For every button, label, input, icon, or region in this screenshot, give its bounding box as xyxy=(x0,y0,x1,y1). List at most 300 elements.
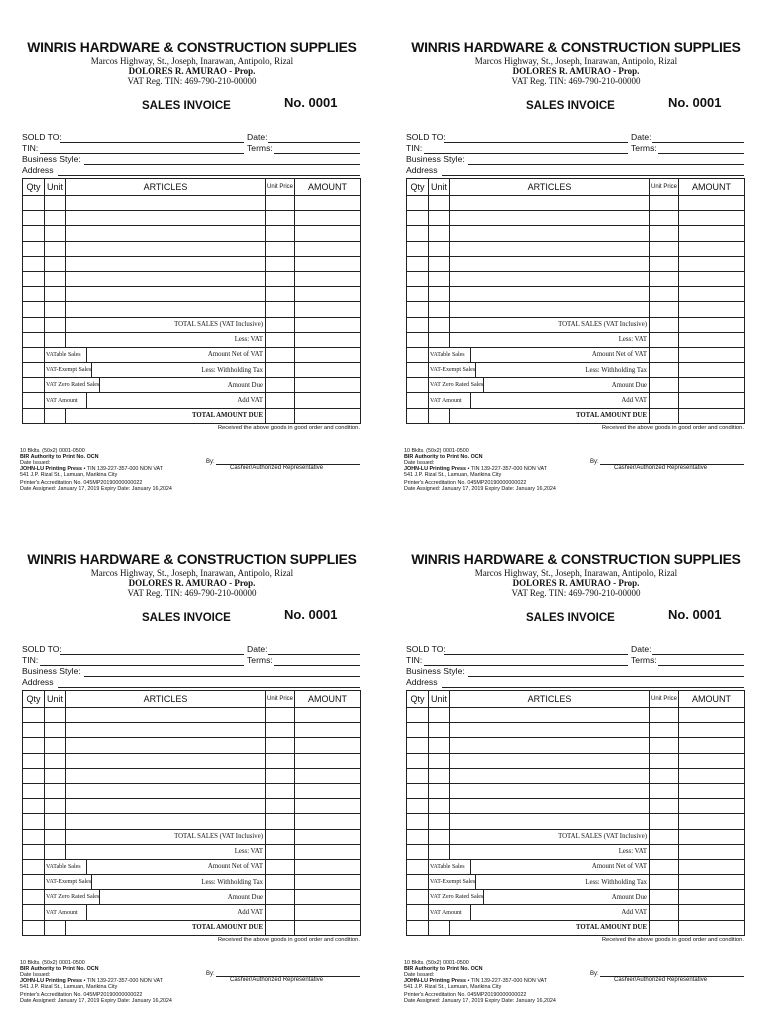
unit-price-header: Unit Price xyxy=(266,691,295,708)
unit-price-cell[interactable] xyxy=(266,302,295,317)
terms-line[interactable] xyxy=(658,665,744,666)
unit-cell[interactable] xyxy=(45,302,66,317)
printer-booklets: 10 Bklts. (50x2) 0001-0500 xyxy=(404,448,469,454)
unit-cell[interactable] xyxy=(45,241,66,256)
tin-label: TIN: xyxy=(22,655,39,665)
amount-cell[interactable] xyxy=(295,814,361,829)
withholding-tax-label: Less: Withholding Tax xyxy=(585,366,647,374)
articles-cell[interactable] xyxy=(450,226,650,241)
unit-price-header: Unit Price xyxy=(650,179,679,196)
company-vat-tin: VAT Reg. TIN: 469-790-210-00000 xyxy=(127,588,257,598)
signature-by-label: By: xyxy=(590,971,599,977)
unit-cell[interactable] xyxy=(429,196,450,211)
unit-header: Unit xyxy=(45,691,66,708)
articles-cell[interactable] xyxy=(66,287,266,302)
amount-cell[interactable] xyxy=(295,211,361,226)
terms-label: Terms: xyxy=(247,655,273,665)
total-amount-due-label: TOTAL AMOUNT DUE xyxy=(450,920,650,935)
qty-cell[interactable] xyxy=(407,738,429,753)
amount-cell[interactable] xyxy=(679,196,745,211)
less-vat-label: Less: VAT xyxy=(450,844,650,859)
vat-zero-rated-label: VAT Zero Rated Sales xyxy=(429,890,484,904)
unit-cell[interactable] xyxy=(429,753,450,768)
articles-cell[interactable] xyxy=(66,256,266,271)
item-row xyxy=(23,287,361,302)
printer-accreditation: Printer's Accreditation No. 045MP20190000000022 xyxy=(20,480,143,486)
qty-cell[interactable] xyxy=(407,241,429,256)
amount-cell[interactable] xyxy=(679,256,745,271)
amount-cell[interactable] xyxy=(295,768,361,783)
terms-label: Terms: xyxy=(247,143,273,153)
terms-line[interactable] xyxy=(274,665,360,666)
unit-price-cell[interactable] xyxy=(266,708,295,723)
signature-role-label: Cashier/Authorized Representative xyxy=(230,465,324,471)
unit-price-cell[interactable] xyxy=(266,196,295,211)
company-proprietor: DOLORES R. AMURAO - Prop. xyxy=(512,578,640,588)
unit-price-cell[interactable] xyxy=(650,783,679,798)
articles-cell[interactable] xyxy=(66,768,266,783)
vat-amount-label: VAT Amount xyxy=(429,393,471,407)
address-line[interactable] xyxy=(442,687,744,688)
unit-price-cell[interactable] xyxy=(266,753,295,768)
qty-cell[interactable] xyxy=(407,799,429,814)
vat-amount-label: VAT Amount xyxy=(45,393,87,407)
invoice-form-top-right xyxy=(384,0,768,512)
unit-price-cell[interactable] xyxy=(266,211,295,226)
qty-cell[interactable] xyxy=(407,287,429,302)
invoice-form-bottom-right xyxy=(384,512,768,1024)
vatable-sales-label: VATable Sales xyxy=(45,348,87,362)
articles-cell[interactable] xyxy=(450,287,650,302)
articles-cell[interactable] xyxy=(450,271,650,286)
less-vat-amount[interactable] xyxy=(679,844,745,859)
amount-net-of-vat-label: Amount Net of VAT xyxy=(591,351,647,359)
total-amount-due-label: TOTAL AMOUNT DUE xyxy=(66,920,266,935)
qty-cell[interactable] xyxy=(407,211,429,226)
articles-cell[interactable] xyxy=(66,708,266,723)
articles-cell[interactable] xyxy=(66,271,266,286)
qty-cell[interactable] xyxy=(407,271,429,286)
unit-cell[interactable] xyxy=(45,256,66,271)
unit-price-cell[interactable] xyxy=(650,271,679,286)
amount-net-of-vat-label: Amount Net of VAT xyxy=(207,351,263,359)
amount-cell[interactable] xyxy=(679,708,745,723)
summary-row xyxy=(23,363,361,378)
business-style-line[interactable] xyxy=(84,164,360,165)
unit-price-cell[interactable] xyxy=(266,287,295,302)
total-amount-due-amount[interactable] xyxy=(295,408,361,423)
amount-cell[interactable] xyxy=(679,738,745,753)
unit-cell[interactable] xyxy=(45,753,66,768)
unit-cell[interactable] xyxy=(429,768,450,783)
qty-cell[interactable] xyxy=(23,256,45,271)
amount-cell[interactable] xyxy=(679,753,745,768)
amount-cell[interactable] xyxy=(679,768,745,783)
qty-cell[interactable] xyxy=(407,226,429,241)
unit-cell[interactable] xyxy=(45,738,66,753)
unit-cell[interactable] xyxy=(45,814,66,829)
unit-cell[interactable] xyxy=(429,226,450,241)
item-row xyxy=(407,799,745,814)
qty-cell[interactable] xyxy=(23,196,45,211)
item-row xyxy=(407,814,745,829)
articles-cell[interactable] xyxy=(66,799,266,814)
articles-cell[interactable] xyxy=(66,196,266,211)
unit-price-cell[interactable] xyxy=(266,271,295,286)
articles-cell[interactable] xyxy=(450,783,650,798)
business-style-line[interactable] xyxy=(84,676,360,677)
amount-net-of-vat-label: Amount Net of VAT xyxy=(207,863,263,871)
unit-cell[interactable] xyxy=(45,226,66,241)
unit-price-cell[interactable] xyxy=(266,723,295,738)
amount-cell[interactable] xyxy=(295,753,361,768)
unit-cell[interactable] xyxy=(45,196,66,211)
qty-cell[interactable] xyxy=(23,738,45,753)
qty-cell[interactable] xyxy=(407,196,429,211)
amount-due-amount[interactable] xyxy=(679,378,745,393)
amount-cell[interactable] xyxy=(295,256,361,271)
total-sales-label: TOTAL SALES (VAT Inclusive) xyxy=(450,317,650,332)
unit-cell[interactable] xyxy=(45,287,66,302)
total-sales-amount[interactable] xyxy=(679,829,745,844)
summary-row xyxy=(407,317,745,332)
articles-cell[interactable] xyxy=(450,799,650,814)
unit-cell[interactable] xyxy=(45,783,66,798)
qty-cell[interactable] xyxy=(23,799,45,814)
unit-cell[interactable] xyxy=(429,287,450,302)
amount-due-amount[interactable] xyxy=(295,890,361,905)
articles-cell[interactable] xyxy=(66,753,266,768)
summary-row xyxy=(23,393,361,408)
articles-header: ARTICLES xyxy=(66,691,266,708)
items-table xyxy=(406,178,745,424)
qty-cell[interactable] xyxy=(407,783,429,798)
unit-price-cell[interactable] xyxy=(650,256,679,271)
amount-cell[interactable] xyxy=(295,723,361,738)
unit-cell[interactable] xyxy=(429,211,450,226)
withholding-tax-amount[interactable] xyxy=(679,875,745,890)
item-row xyxy=(407,211,745,226)
articles-cell[interactable] xyxy=(66,814,266,829)
amount-cell[interactable] xyxy=(295,302,361,317)
amount-cell[interactable] xyxy=(679,723,745,738)
less-vat-amount[interactable] xyxy=(295,332,361,347)
unit-cell[interactable] xyxy=(45,211,66,226)
signature-by-label: By: xyxy=(206,459,215,465)
qty-cell[interactable] xyxy=(23,753,45,768)
withholding-tax-amount[interactable] xyxy=(679,363,745,378)
add-vat-amount[interactable] xyxy=(679,905,745,920)
amount-header: AMOUNT xyxy=(679,179,745,196)
item-row xyxy=(407,783,745,798)
unit-price-cell[interactable] xyxy=(650,287,679,302)
address-label: Address xyxy=(22,677,54,687)
unit-price-cell[interactable] xyxy=(650,241,679,256)
company-vat-tin: VAT Reg. TIN: 469-790-210-00000 xyxy=(511,588,641,598)
unit-price-cell[interactable] xyxy=(650,799,679,814)
amount-cell[interactable] xyxy=(295,226,361,241)
qty-cell[interactable] xyxy=(23,241,45,256)
unit-cell[interactable] xyxy=(429,708,450,723)
unit-cell[interactable] xyxy=(45,271,66,286)
unit-cell[interactable] xyxy=(429,738,450,753)
amount-cell[interactable] xyxy=(295,708,361,723)
total-amount-due-amount[interactable] xyxy=(679,920,745,935)
articles-cell[interactable] xyxy=(450,241,650,256)
amount-cell[interactable] xyxy=(679,814,745,829)
qty-cell[interactable] xyxy=(23,708,45,723)
terms-line[interactable] xyxy=(274,153,360,154)
amount-cell[interactable] xyxy=(679,287,745,302)
company-name: WINRIS HARDWARE & CONSTRUCTION SUPPLIES xyxy=(27,552,357,567)
item-row xyxy=(23,708,361,723)
unit-price-cell[interactable] xyxy=(650,708,679,723)
invoice-number: No. 0001 xyxy=(668,607,722,622)
sold-to-line[interactable] xyxy=(60,142,244,143)
date-line[interactable] xyxy=(268,654,360,655)
amount-cell[interactable] xyxy=(679,783,745,798)
total-sales-amount[interactable] xyxy=(679,317,745,332)
terms-label: Terms: xyxy=(631,655,657,665)
item-row xyxy=(407,256,745,271)
item-row xyxy=(23,256,361,271)
amount-due-amount[interactable] xyxy=(295,378,361,393)
unit-price-cell[interactable] xyxy=(650,768,679,783)
unit-cell[interactable] xyxy=(429,814,450,829)
item-row xyxy=(407,302,745,317)
amount-cell[interactable] xyxy=(295,196,361,211)
company-address: Marcos Highway, St., Joseph, Inarawan, Antipolo, Rizal xyxy=(90,568,294,578)
printer-dates: Date Assigned: January 17, 2019 Expiry Date: January 16,2024 xyxy=(20,998,172,1004)
amount-due-label: Amount Due xyxy=(227,381,263,389)
unit-cell[interactable] xyxy=(45,768,66,783)
qty-cell[interactable] xyxy=(23,723,45,738)
articles-cell[interactable] xyxy=(66,738,266,753)
amount-net-of-vat-label: Amount Net of VAT xyxy=(591,863,647,871)
vat-amount-label: VAT Amount xyxy=(45,905,87,919)
qty-cell[interactable] xyxy=(407,814,429,829)
total-sales-amount[interactable] xyxy=(295,829,361,844)
amount-cell[interactable] xyxy=(295,799,361,814)
unit-price-cell[interactable] xyxy=(650,226,679,241)
amount-net-of-vat-amount[interactable] xyxy=(295,859,361,874)
articles-cell[interactable] xyxy=(450,256,650,271)
amount-cell[interactable] xyxy=(679,799,745,814)
articles-cell[interactable] xyxy=(450,211,650,226)
amount-cell[interactable] xyxy=(295,287,361,302)
qty-cell[interactable] xyxy=(407,723,429,738)
add-vat-amount[interactable] xyxy=(295,393,361,408)
unit-price-cell[interactable] xyxy=(266,256,295,271)
printer-press-tin: • TIN 139-227-357-000 NON VAT xyxy=(83,978,164,984)
signature-role-label: Cashier/Authorized Representative xyxy=(614,977,708,983)
summary-row xyxy=(23,378,361,393)
articles-cell[interactable] xyxy=(66,211,266,226)
amount-cell[interactable] xyxy=(679,241,745,256)
date-line[interactable] xyxy=(652,654,744,655)
address-line[interactable] xyxy=(58,175,360,176)
qty-header: Qty xyxy=(407,179,429,196)
articles-cell[interactable] xyxy=(450,814,650,829)
summary-row xyxy=(407,890,745,905)
unit-cell[interactable] xyxy=(429,271,450,286)
item-row xyxy=(407,723,745,738)
articles-cell[interactable] xyxy=(450,723,650,738)
item-row xyxy=(23,226,361,241)
amount-cell[interactable] xyxy=(295,783,361,798)
articles-cell[interactable] xyxy=(66,226,266,241)
vatable-sales-label: VATable Sales xyxy=(429,348,471,362)
less-vat-amount[interactable] xyxy=(679,332,745,347)
articles-cell[interactable] xyxy=(66,723,266,738)
sold-to-line[interactable] xyxy=(60,654,244,655)
articles-cell[interactable] xyxy=(450,302,650,317)
articles-cell[interactable] xyxy=(450,738,650,753)
date-label: Date: xyxy=(631,132,652,142)
business-style-label: Business Style: xyxy=(22,154,81,164)
business-style-line[interactable] xyxy=(468,676,744,677)
amount-cell[interactable] xyxy=(295,271,361,286)
printer-date-issued: Date Issued: xyxy=(20,972,51,978)
qty-cell[interactable] xyxy=(23,302,45,317)
qty-cell[interactable] xyxy=(23,783,45,798)
address-label: Address xyxy=(406,165,438,175)
articles-cell[interactable] xyxy=(450,708,650,723)
sold-to-line[interactable] xyxy=(444,142,628,143)
total-amount-due-amount[interactable] xyxy=(679,408,745,423)
invoice-number: No. 0001 xyxy=(284,607,338,622)
vat-amount-label: VAT Amount xyxy=(429,905,471,919)
unit-cell[interactable] xyxy=(45,723,66,738)
add-vat-amount[interactable] xyxy=(295,905,361,920)
unit-cell[interactable] xyxy=(429,256,450,271)
item-row xyxy=(23,738,361,753)
sold-to-line[interactable] xyxy=(444,654,628,655)
qty-cell[interactable] xyxy=(23,271,45,286)
printer-press-address: 541 J.P. Rizal St., Lamuan, Marikina City xyxy=(20,472,118,478)
amount-cell[interactable] xyxy=(679,302,745,317)
qty-cell[interactable] xyxy=(407,753,429,768)
summary-row xyxy=(23,920,361,935)
unit-price-cell[interactable] xyxy=(266,768,295,783)
articles-cell[interactable] xyxy=(450,753,650,768)
item-row xyxy=(23,753,361,768)
unit-price-cell[interactable] xyxy=(266,783,295,798)
terms-line[interactable] xyxy=(658,153,744,154)
withholding-tax-label: Less: Withholding Tax xyxy=(201,366,263,374)
invoice-title: SALES INVOICE xyxy=(142,612,231,624)
unit-cell[interactable] xyxy=(45,708,66,723)
add-vat-amount[interactable] xyxy=(679,393,745,408)
unit-price-cell[interactable] xyxy=(650,814,679,829)
articles-cell[interactable] xyxy=(66,241,266,256)
company-proprietor: DOLORES R. AMURAO - Prop. xyxy=(512,66,640,76)
articles-cell[interactable] xyxy=(66,302,266,317)
qty-header: Qty xyxy=(23,179,45,196)
amount-net-of-vat-amount[interactable] xyxy=(295,347,361,362)
unit-price-cell[interactable] xyxy=(650,738,679,753)
amount-net-of-vat-amount[interactable] xyxy=(679,859,745,874)
summary-row xyxy=(407,363,745,378)
unit-price-cell[interactable] xyxy=(650,211,679,226)
amount-due-amount[interactable] xyxy=(679,890,745,905)
less-vat-label: Less: VAT xyxy=(66,844,266,859)
unit-price-cell[interactable] xyxy=(650,196,679,211)
less-vat-amount[interactable] xyxy=(295,844,361,859)
unit-price-cell[interactable] xyxy=(266,226,295,241)
qty-cell[interactable] xyxy=(23,226,45,241)
qty-cell[interactable] xyxy=(23,211,45,226)
unit-cell[interactable] xyxy=(429,302,450,317)
unit-price-cell[interactable] xyxy=(266,241,295,256)
qty-cell[interactable] xyxy=(23,287,45,302)
withholding-tax-amount[interactable] xyxy=(295,363,361,378)
total-amount-due-amount[interactable] xyxy=(295,920,361,935)
date-line[interactable] xyxy=(268,142,360,143)
unit-price-cell[interactable] xyxy=(266,814,295,829)
articles-cell[interactable] xyxy=(66,783,266,798)
unit-cell[interactable] xyxy=(429,723,450,738)
amount-cell[interactable] xyxy=(295,241,361,256)
signature-by-label: By: xyxy=(206,971,215,977)
unit-cell[interactable] xyxy=(429,783,450,798)
articles-cell[interactable] xyxy=(450,768,650,783)
tin-label: TIN: xyxy=(406,655,423,665)
qty-cell[interactable] xyxy=(407,256,429,271)
received-note: Received the above goods in good order and condition. xyxy=(601,425,744,431)
vat-zero-rated-label: VAT Zero Rated Sales xyxy=(45,378,100,392)
summary-row xyxy=(407,875,745,890)
unit-price-cell[interactable] xyxy=(266,738,295,753)
qty-cell[interactable] xyxy=(407,708,429,723)
unit-cell[interactable] xyxy=(429,241,450,256)
summary-row xyxy=(407,829,745,844)
withholding-tax-amount[interactable] xyxy=(295,875,361,890)
vat-zero-rated-label: VAT Zero Rated Sales xyxy=(45,890,100,904)
unit-price-cell[interactable] xyxy=(650,302,679,317)
business-style-line[interactable] xyxy=(468,164,744,165)
qty-cell[interactable] xyxy=(23,814,45,829)
unit-price-cell[interactable] xyxy=(650,723,679,738)
company-name: WINRIS HARDWARE & CONSTRUCTION SUPPLIES xyxy=(411,40,741,55)
total-sales-amount[interactable] xyxy=(295,317,361,332)
address-line[interactable] xyxy=(442,175,744,176)
amount-cell[interactable] xyxy=(679,226,745,241)
company-address: Marcos Highway, St., Joseph, Inarawan, Antipolo, Rizal xyxy=(90,56,294,66)
amount-cell[interactable] xyxy=(679,211,745,226)
unit-cell[interactable] xyxy=(429,799,450,814)
unit-cell[interactable] xyxy=(45,799,66,814)
date-line[interactable] xyxy=(652,142,744,143)
qty-header: Qty xyxy=(23,691,45,708)
add-vat-label: Add VAT xyxy=(237,397,263,405)
qty-cell[interactable] xyxy=(23,768,45,783)
articles-cell[interactable] xyxy=(450,196,650,211)
summary-row xyxy=(23,317,361,332)
amount-cell[interactable] xyxy=(679,271,745,286)
amount-cell[interactable] xyxy=(295,738,361,753)
printer-accreditation: Printer's Accreditation No. 045MP20190000000022 xyxy=(20,992,143,998)
articles-header: ARTICLES xyxy=(450,691,650,708)
unit-price-cell[interactable] xyxy=(266,799,295,814)
printer-press: JOHN-LU Printing Press xyxy=(20,978,83,984)
amount-net-of-vat-amount[interactable] xyxy=(679,347,745,362)
qty-cell[interactable] xyxy=(407,302,429,317)
unit-price-cell[interactable] xyxy=(650,753,679,768)
address-line[interactable] xyxy=(58,687,360,688)
qty-cell[interactable] xyxy=(407,768,429,783)
tin-label: TIN: xyxy=(22,143,39,153)
